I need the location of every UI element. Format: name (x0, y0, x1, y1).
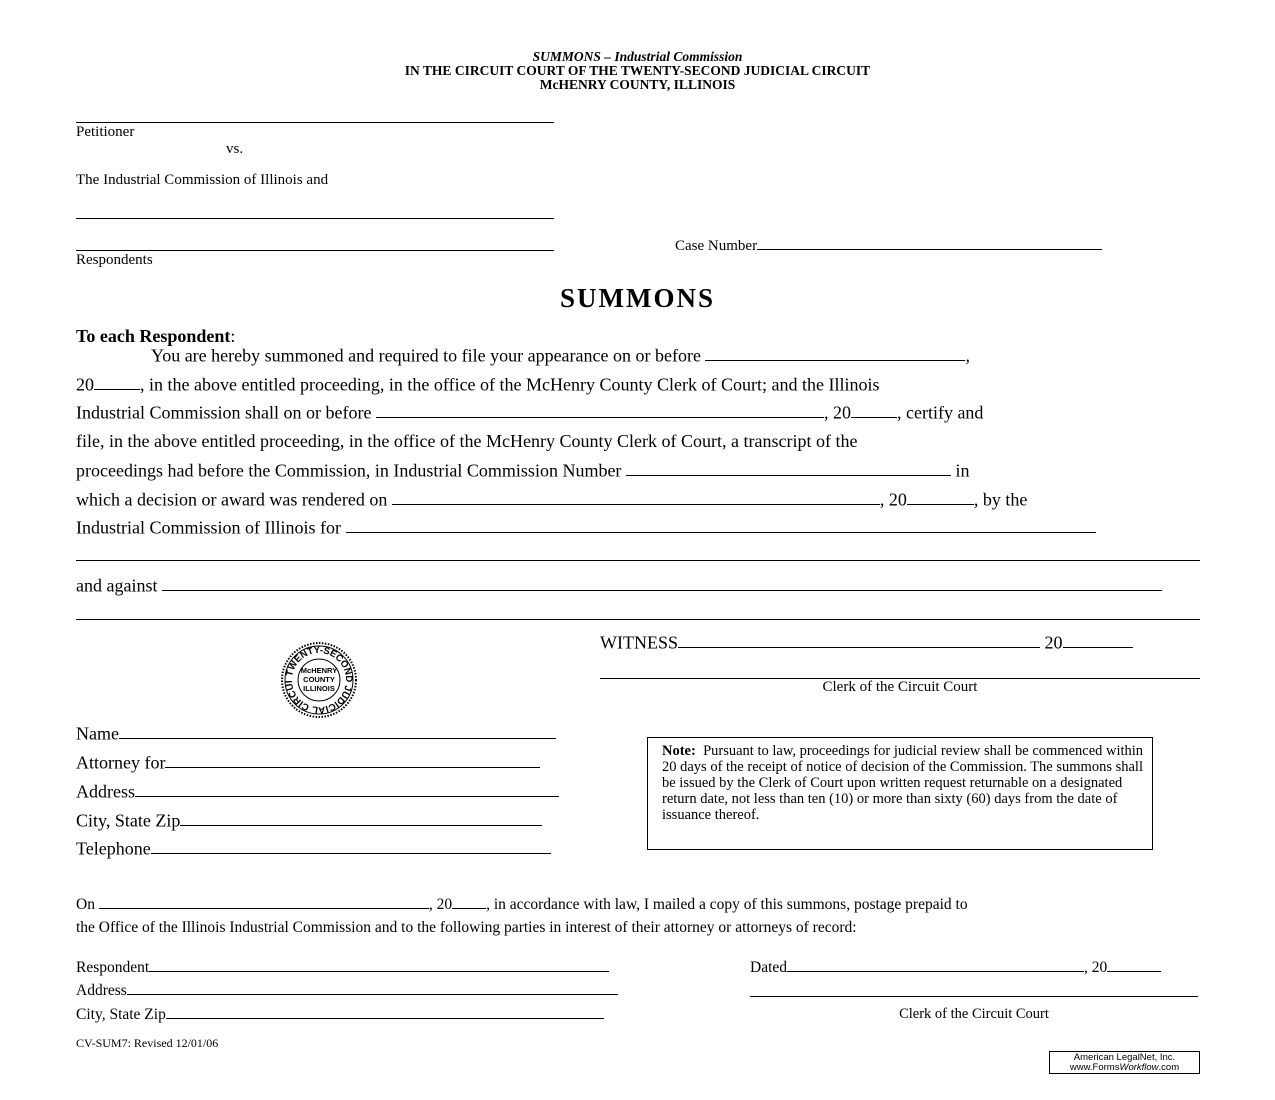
bottom-city-blank[interactable] (166, 1005, 604, 1019)
bottom-address-field: Address (76, 981, 618, 1000)
commission-number-blank[interactable] (626, 460, 951, 476)
body-line-5: proceedings had before the Commission, in Industrial Commission Number in (76, 460, 970, 481)
seal-center-1: McHENRY (300, 666, 338, 675)
petitioner-label: Petitioner (76, 124, 135, 140)
salutation-text: To each Respondent (76, 326, 231, 346)
seal-center-2: COUNTY (303, 675, 335, 684)
decision-year-blank[interactable] (907, 489, 974, 505)
attorney-telephone-field: Telephone (76, 838, 551, 859)
attorney-for-blank[interactable] (165, 752, 540, 768)
appearance-year-blank[interactable] (94, 374, 140, 390)
attorney-name-blank[interactable] (119, 723, 556, 739)
salutation: To each Respondent: (76, 326, 236, 346)
mailing-line-1: On , 20 , in accordance with law, I mailed a copy of this summons, postage prepaid to (76, 896, 968, 914)
commission-caption: The Industrial Commission of Illinois and (76, 172, 329, 188)
bottom-respondent-field: Respondent (76, 958, 609, 977)
body-line-2: 20 , in the above entitled proceeding, in the office of the McHenry County Clerk of Court; and the Illinois (76, 374, 880, 395)
award-for-blank[interactable] (346, 517, 1096, 533)
case-number-label: Case Number (675, 237, 758, 254)
certify-year-blank[interactable] (851, 402, 897, 418)
attorney-telephone-blank[interactable] (151, 838, 551, 854)
attorney-name-field: Name (76, 723, 556, 744)
body-line-3: Industrial Commission shall on or before , 20 , certify and (76, 402, 984, 423)
body-line-4: file, in the above entitled proceeding, in the office of the McHenry County Clerk of Court, a transcript of the (76, 431, 858, 451)
page-title: SUMMONS (560, 283, 715, 313)
seal-ring-text: TWENTY-SECOND JUDICIAL CIRCUI (283, 644, 355, 716)
award-for-blank-2[interactable] (76, 560, 1200, 561)
certify-date-blank[interactable] (376, 402, 824, 418)
county-name: McHENRY COUNTY, ILLINOIS (539, 77, 736, 92)
clerk-label: Clerk of the Circuit Court (822, 679, 978, 695)
against-blank-2[interactable] (76, 619, 1200, 620)
court-seal (258, 641, 380, 719)
mailing-date-blank[interactable] (99, 895, 429, 909)
appearance-date-blank[interactable] (705, 345, 965, 361)
note-text: Pursuant to law, proceedings for judicial review shall be commenced within 20 days of the receipt of notice of decision of the Commission. The summons shall be issued by the Clerk of Court upon written request returnable on a designated return date, not less than ten (10) or more than sixty (60) days from the date of issuance thereof. (662, 743, 1144, 823)
respondents-label: Respondents (76, 252, 153, 268)
petitioner-line[interactable] (76, 122, 554, 123)
form-id: CV-SUM7: Revised 12/01/06 (76, 1036, 219, 1050)
bottom-clerk-label: Clerk of the Circuit Court (899, 1006, 1049, 1022)
attorney-for-field: Attorney for (76, 752, 540, 773)
respondent-line-1[interactable] (76, 218, 554, 219)
case-number-blank[interactable] (757, 236, 1102, 250)
witness-line: WITNESS 20 (600, 632, 1133, 653)
case-number-field (675, 236, 1102, 255)
mailing-line-2: the Office of the Illinois Industrial Commission and to the following parties in interest of their attorney or attorneys of record: (76, 919, 857, 936)
dated-year-blank[interactable] (1107, 958, 1161, 972)
attorney-address-field: Address (76, 781, 559, 802)
seal-icon (258, 641, 380, 719)
witness-label: WITNESS (600, 632, 678, 653)
body-line-1: You are hereby summoned and required to file your appearance on or before , (151, 345, 970, 366)
form-subtitle: SUMMONS – Industrial Commission (532, 49, 743, 64)
body-line-9: and against (76, 575, 1162, 596)
witness-year-blank[interactable] (1063, 632, 1133, 648)
attorney-address-blank[interactable] (135, 781, 559, 797)
body-line-6: which a decision or award was rendered on , 20 , by the (76, 489, 1028, 510)
note-box (647, 737, 1153, 850)
witness-blank[interactable] (678, 632, 1040, 648)
mailing-year-blank[interactable] (452, 895, 486, 909)
attorney-city-field: City, State Zip (76, 810, 542, 831)
bottom-city-field: City, State Zip (76, 1005, 604, 1024)
versus-label: vs. (226, 141, 244, 157)
note-label: Note: (662, 743, 696, 759)
bottom-respondent-blank[interactable] (149, 958, 609, 972)
legalnet-logo: American LegalNet, Inc. www.FormsWorkflow.com (1049, 1051, 1200, 1074)
against-blank[interactable] (162, 575, 1162, 591)
seal-center-3: ILLINOIS (303, 684, 335, 693)
respondent-line-2[interactable] (76, 250, 554, 251)
body-line-7: Industrial Commission of Illinois for (76, 517, 1096, 538)
bottom-address-blank[interactable] (127, 981, 618, 995)
dated-field: Dated , 20 (750, 958, 1161, 977)
attorney-city-blank[interactable] (180, 810, 542, 826)
court-name: IN THE CIRCUIT COURT OF THE TWENTY-SECOND JUDICIAL CIRCUIT (404, 63, 871, 78)
decision-date-blank[interactable] (392, 489, 880, 505)
dated-blank[interactable] (787, 958, 1084, 972)
bottom-clerk-signature-line[interactable] (750, 996, 1198, 997)
